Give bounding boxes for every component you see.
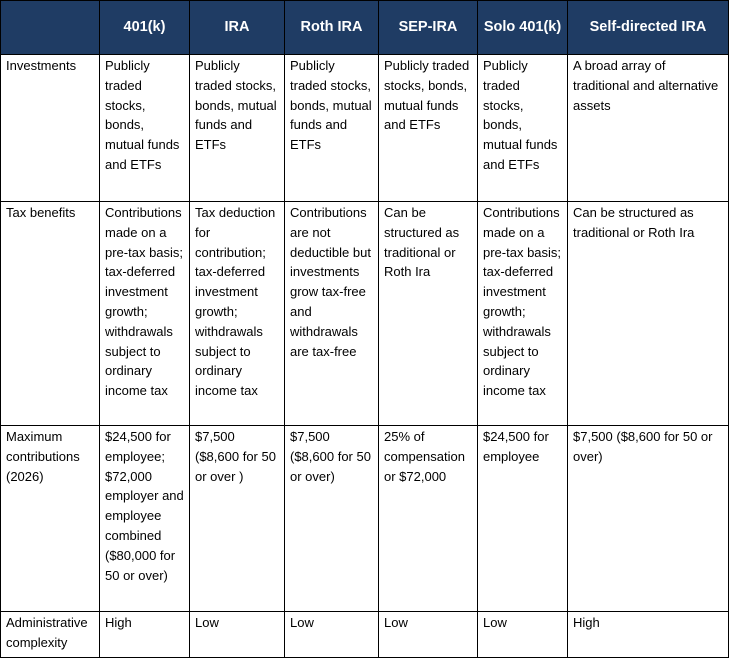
table-row-tax-benefits xyxy=(1,202,729,426)
header-ira: IRA xyxy=(190,1,285,55)
table-row-administrative-complexity xyxy=(1,612,729,658)
cell-sep-ira-investments: Publicly traded stocks, bonds, mutual funds and ETFs xyxy=(379,55,478,202)
cell-solo-401k-maximum-contributions: $24,500 for employee xyxy=(478,426,568,612)
header-401k: 401(k) xyxy=(100,1,190,55)
header-solo-401k: Solo 401(k) xyxy=(478,1,568,55)
cell-solo-401k-investments: Publicly traded stocks, bonds, mutual funds and ETFs xyxy=(478,55,568,202)
cell-sep-ira-tax-benefits: Can be structured as traditional or Roth Ira xyxy=(379,202,478,426)
header-self-directed-ira: Self-directed IRA xyxy=(568,1,729,55)
cell-roth-ira-maximum-contributions: $7,500 ($8,600 for 50 or over) xyxy=(285,426,379,612)
cell-401k-tax-benefits: Contributions made on a pre-tax basis; tax-deferred investment growth; withdrawals subject to ordinary income tax xyxy=(100,202,190,426)
row-label-maximum-contributions: Maximum contributions (2026) xyxy=(1,426,100,612)
cell-401k-investments: Publicly traded stocks, bonds, mutual funds and ETFs xyxy=(100,55,190,202)
table-row-maximum-contributions xyxy=(1,426,729,612)
cell-ira-administrative-complexity: Low xyxy=(190,612,285,658)
cell-ira-maximum-contributions: $7,500 ($8,600 for 50 or over ) xyxy=(190,426,285,612)
row-label-administrative-complexity: Administrative complexity xyxy=(1,612,100,658)
cell-ira-tax-benefits: Tax deduction for contribution; tax-deferred investment growth; withdrawals subject to ordinary income tax xyxy=(190,202,285,426)
row-label-tax-benefits: Tax benefits xyxy=(1,202,100,426)
header-empty-cell xyxy=(1,1,100,55)
row-label-investments: Investments xyxy=(1,55,100,202)
cell-401k-administrative-complexity: High xyxy=(100,612,190,658)
cell-roth-ira-administrative-complexity: Low xyxy=(285,612,379,658)
cell-ira-investments: Publicly traded stocks, bonds, mutual funds and ETFs xyxy=(190,55,285,202)
cell-roth-ira-tax-benefits: Contributions are not deductible but investments grow tax-free and withdrawals are tax-free xyxy=(285,202,379,426)
cell-solo-401k-administrative-complexity: Low xyxy=(478,612,568,658)
cell-sep-ira-administrative-complexity: Low xyxy=(379,612,478,658)
cell-self-directed-ira-tax-benefits: Can be structured as traditional or Roth Ira xyxy=(568,202,729,426)
cell-self-directed-ira-administrative-complexity: High xyxy=(568,612,729,658)
cell-solo-401k-tax-benefits: Contributions made on a pre-tax basis; tax-deferred investment growth; withdrawals subject to ordinary income tax xyxy=(478,202,568,426)
cell-self-directed-ira-investments: A broad array of traditional and alternative assets xyxy=(568,55,729,202)
cell-roth-ira-investments: Publicly traded stocks, bonds, mutual funds and ETFs xyxy=(285,55,379,202)
cell-sep-ira-maximum-contributions: 25% of compensation or $72,000 xyxy=(379,426,478,612)
header-sep-ira: SEP-IRA xyxy=(379,1,478,55)
table-row-investments xyxy=(1,55,729,202)
cell-401k-maximum-contributions: $24,500 for employee; $72,000 employer and employee combined ($80,000 for 50 or over) xyxy=(100,426,190,612)
cell-self-directed-ira-maximum-contributions: $7,500 ($8,600 for 50 or over) xyxy=(568,426,729,612)
header-row xyxy=(1,1,729,55)
header-roth-ira: Roth IRA xyxy=(285,1,379,55)
